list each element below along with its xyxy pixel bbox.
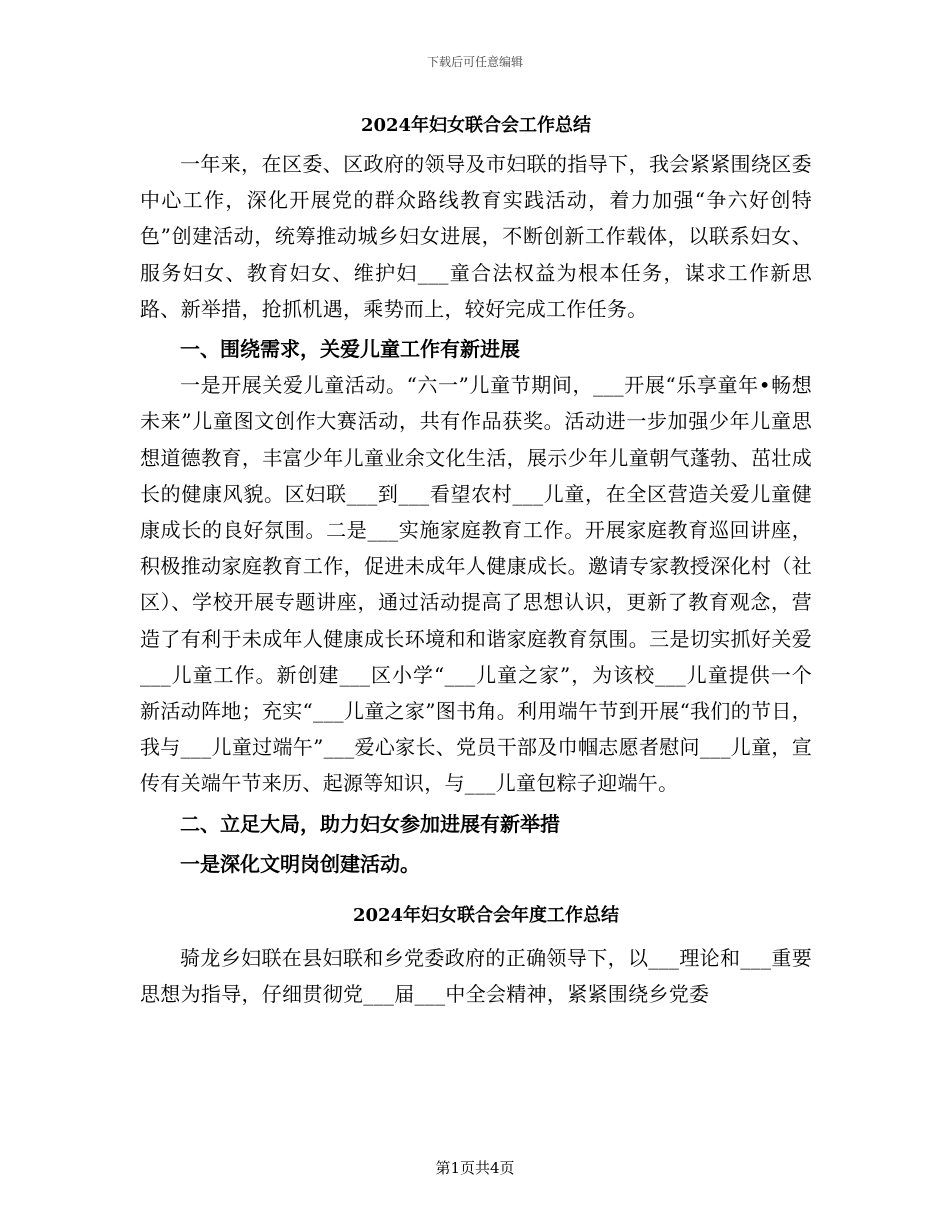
header-note: 下载后可任意编辑: [426, 55, 523, 69]
second-document-paragraph: 骑龙乡妇联在县妇联和乡党委政府的正确领导下，以___理论和___重要思想为指导，仔细贯彻党___届___中全会精神，紧紧围绕乡党委: [140, 946, 812, 1007]
section-1-paragraph: 一是开展关爱儿童活动。“六一”儿童节期间，___开展“乐享童年•畅想未来”儿童图文创作大赛活动，共有作品获奖。活动进一步加强少年儿童思想道德教育，丰富少年儿童业余文化生活，展示少年儿童朝气蓬勃、茁壮成长的健康风貌。区妇联___到___看望农村___儿童，在全区营造关爱儿童健康成长的良好氛围。二是___实施家庭教育工作。开展家庭教育巡回讲座，积极推动家庭教育工作，促进未成年人健康成长。邀请专家教授深化村（社区）、学校开展专题讲座，通过活动提高了思想认识，更新了教育观念，营造了有利于未成年人健康成长环境和和谐家庭教育氛围。三是切实抓好关爱___儿童工作。新创建___区小学“___儿童之家”，为该校___儿童提供一个新活动阵地；充实“___儿童之家”图书角。利用端午节到开展“我们的节日，我与___儿童过端午”___爱心家长、党员干部及巾帼志愿者慰问___儿童，宣传有关端午节来历、起源等知识，与___儿童包粽子迎端午。: [140, 373, 812, 796]
section-2-heading: 二、立足大局，助力妇女参加进展有新举措: [180, 811, 560, 836]
section-1-heading: 一、围绕需求，关爱儿童工作有新进展: [180, 337, 520, 362]
section-2-subheading: 一是深化文明岗创建活动。: [180, 851, 420, 876]
intro-paragraph: 一年来，在区委、区政府的领导及市妇联的指导下，我会紧紧围绕区委中心工作，深化开展党的群众路线教育实践活动，着力加强“争六好创特色”创建活动，统筹推动城乡妇女进展，不断创新工作载体，以联系妇女、服务妇女、教育妇女、维护妇___童合法权益为根本任务，谋求工作新思路、新举措，抢抓机遇，乘势而上，较好完成工作任务。: [140, 152, 812, 321]
page-number: 第1页共4页: [435, 1159, 515, 1177]
document-body: [140, 112, 812, 1012]
second-document-title: 2024年妇女联合会年度工作总结: [352, 905, 620, 927]
document-title: 2024年妇女联合会工作总结: [360, 115, 592, 136]
